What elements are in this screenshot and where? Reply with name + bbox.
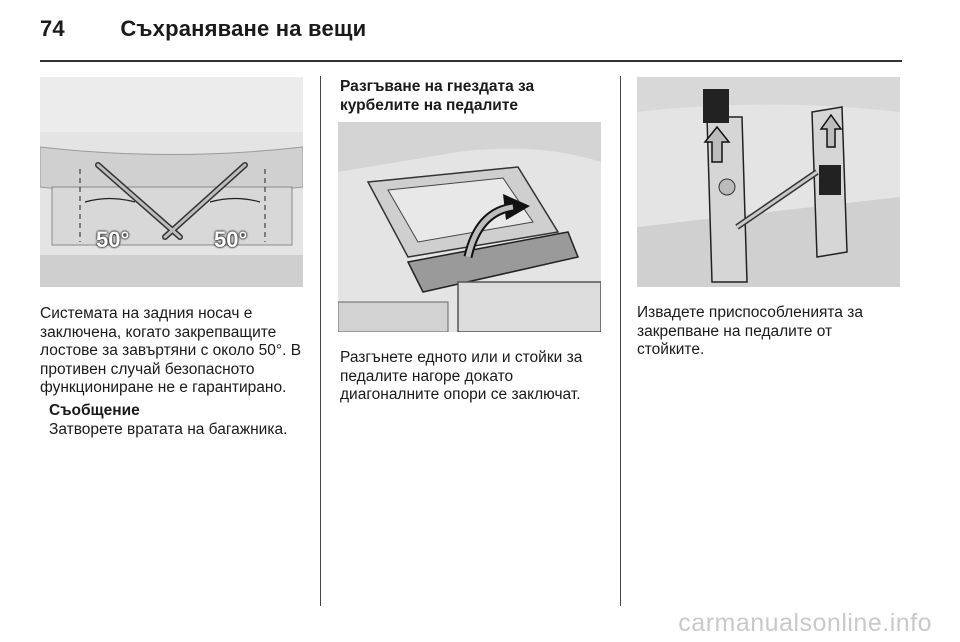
pedal-holder-unfold-figure bbox=[338, 122, 601, 332]
header-divider bbox=[40, 60, 902, 62]
column-divider-1 bbox=[320, 76, 321, 606]
angle-label-right: 50° bbox=[214, 227, 248, 252]
column1-paragraph: Системата на задния носач е заключена, когато закрепващите лостове за завъртяни с около 50°. В противен случай безопасното функциониране не е гарантирано. bbox=[40, 305, 302, 396]
angle-label-left: 50° bbox=[96, 227, 130, 252]
column-divider-2 bbox=[620, 76, 621, 606]
section-heading: Разгъване на гнездата за курбелите на педалите bbox=[340, 78, 535, 114]
note-block bbox=[49, 402, 311, 439]
carrier-levers-figure bbox=[40, 77, 303, 287]
page-header bbox=[40, 16, 366, 42]
page-title: Съхраняване на вещи bbox=[120, 16, 367, 41]
site-watermark: carmanualsonline.info bbox=[678, 609, 932, 637]
column2-paragraph: Разгънете едното или и стойки за педалите нагоре докато диагоналните опори се заключат. bbox=[340, 349, 583, 403]
page-number: 74 bbox=[40, 16, 65, 41]
pedal-fixture-removal-figure bbox=[637, 77, 900, 287]
column3-paragraph: Извадете приспособленията за закрепване на педалите от стойките. bbox=[637, 304, 863, 358]
note-text: Затворете вратата на багажника. bbox=[49, 420, 288, 438]
note-title: Съобщение bbox=[49, 402, 140, 419]
